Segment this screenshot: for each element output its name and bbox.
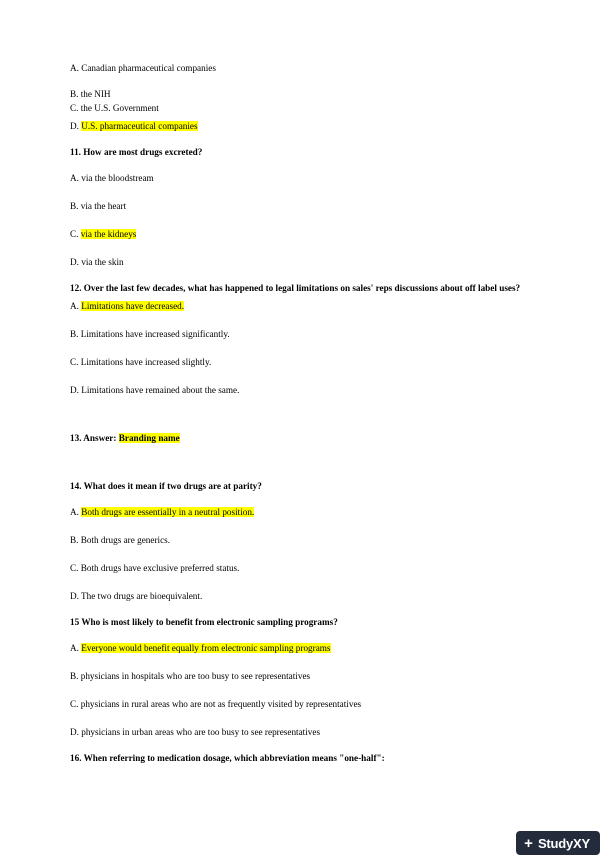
answer-option: C. the U.S. Government <box>70 103 159 113</box>
answer-option: C. Both drugs have exclusive preferred status. <box>70 563 240 573</box>
answer-option: D. The two drugs are bioequivalent. <box>70 591 203 601</box>
highlighted-text: Both drugs are essentially in a neutral position. <box>81 507 255 517</box>
watermark-label: StudyXY <box>537 835 590 851</box>
answer-option: A. via the bloodstream <box>70 173 154 183</box>
option-prefix: A. <box>70 301 82 311</box>
answer-option: B. the NIH <box>70 89 111 99</box>
answer-option: D. physicians in urban areas who are too busy to see representatives <box>70 727 321 737</box>
option-prefix: C. <box>70 229 81 239</box>
question-line: 12. Over the last few decades, what has happened to legal limitations on sales' reps discussions about off label uses? <box>70 283 521 293</box>
question-line: 16. When referring to medication dosage, which abbreviation means "one-half": <box>70 753 385 763</box>
answer-option <box>70 228 558 240</box>
highlighted-text: Everyone would benefit equally from electronic sampling programs <box>81 643 331 653</box>
answer-option: B. Limitations have increased significantly. <box>70 329 230 339</box>
document-body <box>70 62 558 764</box>
answer-option <box>70 506 558 518</box>
option-prefix: A. <box>70 507 82 517</box>
option-prefix: A. <box>70 643 82 653</box>
answer-option: B. Both drugs are generics. <box>70 535 171 545</box>
answer-option: D. via the skin <box>70 257 124 267</box>
highlighted-text: via the kidneys <box>80 229 137 239</box>
answer-option <box>70 120 558 132</box>
option-prefix: D. <box>70 121 82 131</box>
question-line: 15 Who is most likely to benefit from electronic sampling programs? <box>70 617 338 627</box>
answer-option: C. physicians in rural areas who are not as frequently visited by representatives <box>70 699 362 709</box>
question-line <box>70 432 558 444</box>
studyxy-watermark <box>516 831 600 855</box>
option-prefix: 13. Answer: <box>70 433 119 443</box>
highlighted-text: U.S. pharmaceutical companies <box>81 121 198 131</box>
answer-option: A. Canadian pharmaceutical companies <box>70 63 216 73</box>
plus-icon: + <box>524 834 533 852</box>
answer-option: B. via the heart <box>70 201 127 211</box>
answer-option <box>70 642 558 654</box>
highlighted-text: Limitations have decreased. <box>81 301 185 311</box>
question-line: 14. What does it mean if two drugs are at parity? <box>70 481 262 491</box>
answer-option: C. Limitations have increased slightly. <box>70 357 212 367</box>
answer-option: B. physicians in hospitals who are too busy to see representatives <box>70 671 311 681</box>
question-line: 11. How are most drugs excreted? <box>70 147 203 157</box>
highlighted-text: Branding name <box>118 433 180 443</box>
answer-option <box>70 300 558 312</box>
answer-option: D. Limitations have remained about the same. <box>70 385 240 395</box>
